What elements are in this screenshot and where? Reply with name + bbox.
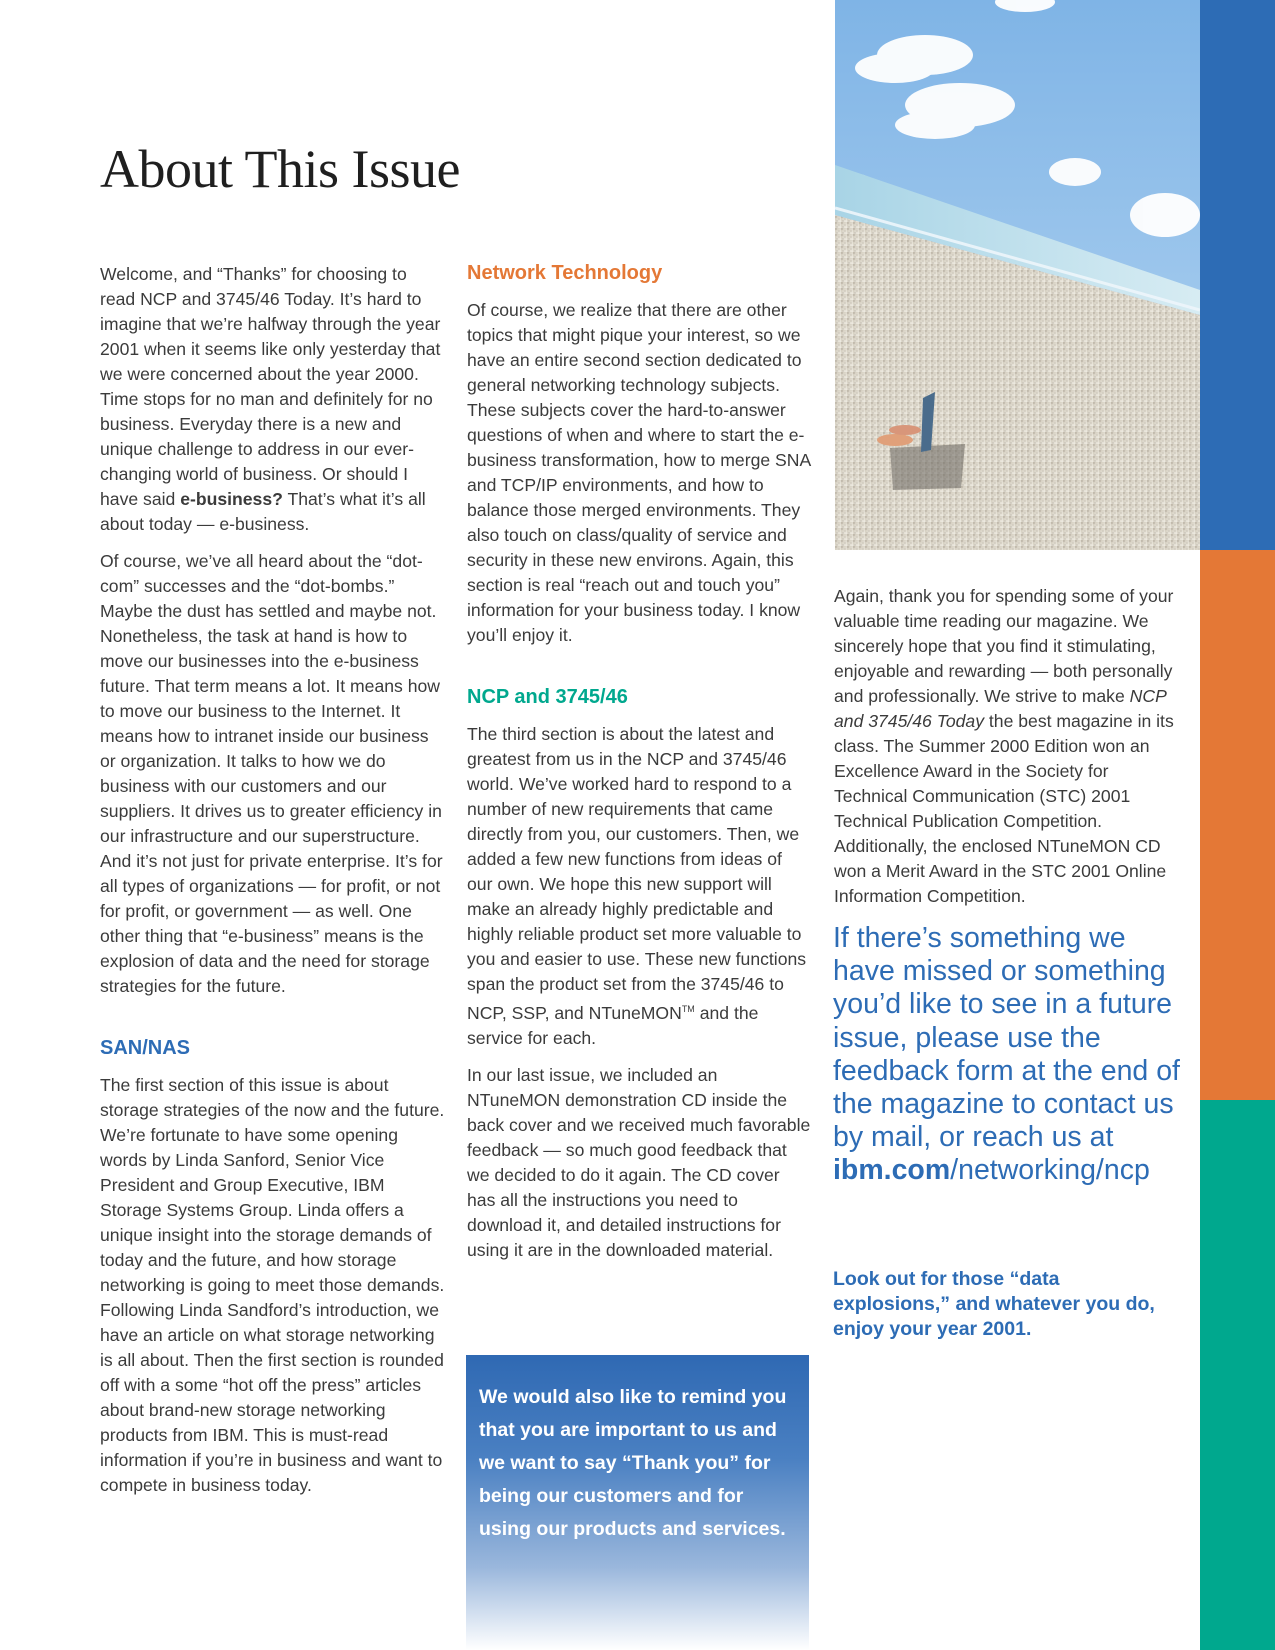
- beach-laptop-photo: [835, 0, 1200, 550]
- e-business-emphasis: e-business?: [180, 489, 283, 509]
- dotcom-paragraph: Of course, we’ve all heard about the “dot-com” successes and the “dot-bombs.” Maybe the dust has settled and maybe not. Nonetheless, the task at hand is how to move our businesses into the e-business future. That term means a lot. It means how to move our business to the Internet. It means how to intranet inside our business or organization. It talks to how we do business with our customers and our suppliers. It drives us to greater efficiency in our infrastructure and our superstructure. And it’s not just for private enterprise. It’s for all types of organizations — for profit, or not for profit, or government — as well. One other thing that “e-business” means is the explosion of data and the need for storage strategies for the future.: [100, 551, 443, 996]
- closing-message: Look out for those “data explosions,” and whatever you do, enjoy your year 2001.: [833, 1268, 1155, 1340]
- storage-paragraph: The first section of this issue is about storage strategies of the now and the future. We’re fortunate to have some opening words by Linda Sanford, Senior Vice President and Group Executive, IBM Storage Systems Group. Linda offers a unique insight into the storage demands of today and the future, and how storage networking is going to meet those demands. Following Linda Sandford’s introduction, we have an article on what storage networking is all about. Then the first section is rounded off with a some “hot off the press” articles about brand-new storage networking products from IBM. This is must-read information if you’re in business and want to compete in business today.: [100, 1075, 445, 1495]
- magazine-title-italic: NCP and 3745/46 Today: [834, 686, 1167, 731]
- page-title: About This Issue: [100, 139, 461, 199]
- cd-paragraph: In our last issue, we included an NTuneMON demonstration CD inside the back cover and we received much favorable feedback — so much good feedback that we decided to do it again. The CD cover has all the instructions you need to download it, and detailed instructions for using it are in the downloaded material.: [467, 1065, 811, 1260]
- blue-side-bar: [1200, 0, 1275, 550]
- thanks-paragraph: Again, thank you for spending some of your valuable time reading our magazine. We sincerely hope that you find it stimulating, enjoyable and rewarding — both personally and professionally. We strive to make NCP and 3745/46 Today the best magazine in its class. The Summer 2000 Edition won an Excellence Award in the Society for Technical Communication (STC) 2001 Technical Publication Competition. Additionally, the enclosed NTuneMON CD won a Merit Award in the STC 2001 Online Information Competition.: [834, 586, 1174, 906]
- column-1: [100, 262, 445, 1510]
- ncp-paragraph: The third section is about the latest and greatest from us in the NCP and 3745/46 world. We’ve worked hard to respond to a number of new requirements that came directly from you, our customers. Then, we added a few new functions from ideas of our own. We hope this new support will make an already highly predictable and highly reliable product set more valuable to you and easier to use. These new functions span the product set from the 3745/46 to NCP, SSP, and NTuneMON™ and the service for each.: [467, 724, 807, 1048]
- thank-you-callout-box: [466, 1355, 809, 1650]
- san-nas-heading: SAN/NAS: [100, 1037, 191, 1059]
- intro-paragraph: Welcome, and “Thanks” for choosing to read NCP and 3745/46 Today. It’s hard to imagine that we’re halfway through the year 2001 when it seems like only yesterday that we were concerned about the year 2000. Time stops for no man and definitely for no business. Everyday there is a new and unique challenge to address in our ever-changing world of business. Or should I have said e-business? That’s what it’s all about today — e-business.: [100, 264, 441, 534]
- column-3: [834, 584, 1179, 921]
- callout-text: We would also like to remind you that you are important to us and we want to say “Thank you” for being our customers and for using our products and services.: [479, 1386, 787, 1540]
- orange-side-bar: [1200, 550, 1275, 1100]
- ncp-heading: NCP and 3745/46: [467, 686, 628, 708]
- column-2: [467, 260, 812, 1275]
- trademark-mark: TM: [681, 1004, 695, 1014]
- network-paragraph: Of course, we realize that there are other topics that might pique your interest, so we have an entire second section dedicated to general networking technology subjects. These subjects cover the hard-to-answer questions of when and where to start the e-business transformation, how to merge SNA and TCP/IP environments, and how to balance those merged environments. They also touch on class/quality of service and security in these new environs. Again, this section is real “reach out and touch you” information for your business today. I know you’ll enjoy it.: [467, 300, 811, 645]
- network-technology-heading: Network Technology: [467, 262, 663, 284]
- feedback-url-link[interactable]: ibm.com/networking/ncp: [833, 1154, 1150, 1187]
- feedback-pull-quote: If there’s something we have missed or something you’d like to see in a future issue, please use the feedback form at the end of the magazine to contact us by mail, or reach us at ibm.com/networking/ncp: [833, 922, 1180, 1187]
- green-side-bar: [1200, 1100, 1275, 1650]
